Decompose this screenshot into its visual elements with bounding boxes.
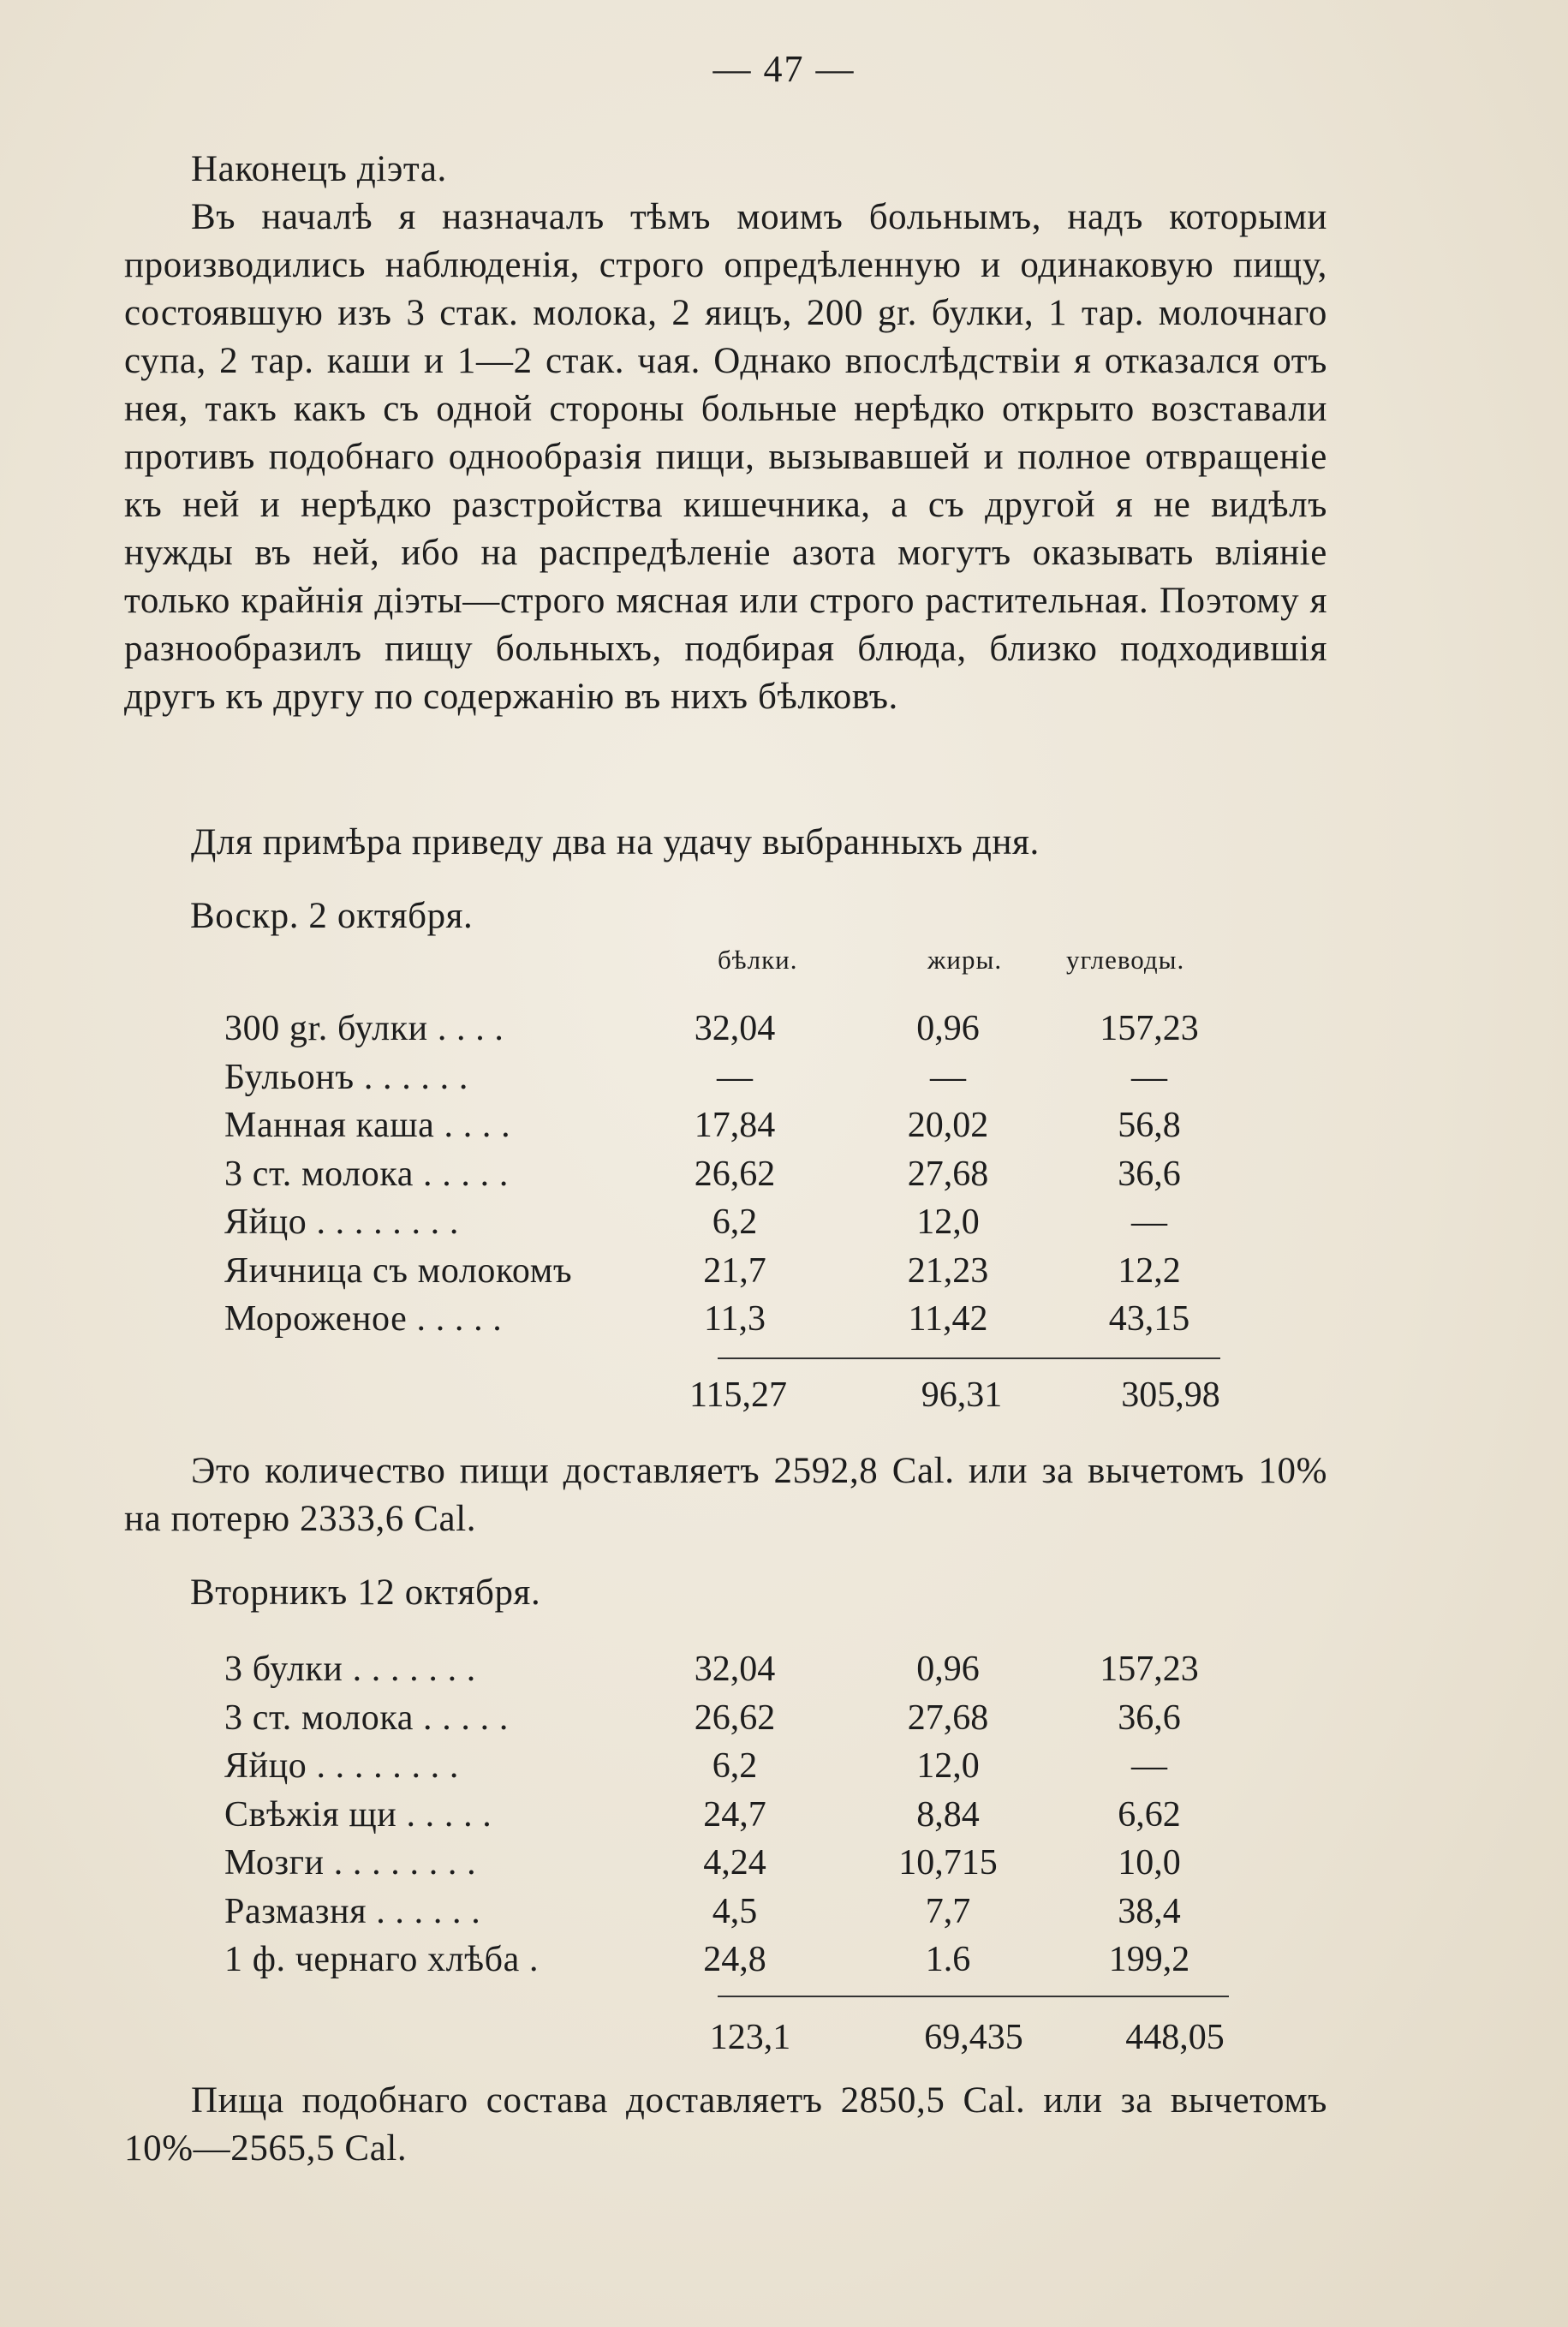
fat-value: 12,0 (916, 1202, 980, 1243)
carbs-value: 56,8 (1118, 1106, 1181, 1146)
paragraph-day1-calories: Это количество пищи доставляетъ 2592,8 Cal. или за вычетомъ 10% на потерю 2333,6 Cal. (124, 1451, 1327, 1539)
column-spacer (786, 1005, 897, 1053)
food-row (224, 1101, 1201, 1150)
carbs-value: 36,6 (1118, 1154, 1181, 1194)
fat-value: — (930, 1057, 966, 1097)
day2-table-body (224, 1645, 1201, 1984)
day2-total-protein: 123,1 (709, 2018, 791, 2057)
food-row (224, 1295, 1201, 1344)
food-row (224, 1791, 1201, 1840)
protein-value: 6,2 (712, 1202, 758, 1243)
column-spacer (999, 1295, 1098, 1344)
protein-value: 11,3 (704, 1299, 766, 1340)
food-row (224, 1247, 1201, 1296)
food-name: 3 ст. молока . . . . . (224, 1698, 509, 1738)
day2-heading: Вторникъ 12 октября. (190, 1572, 541, 1613)
food-row (224, 1888, 1201, 1936)
protein-value: 17,84 (694, 1106, 776, 1146)
carbs-value: 43,15 (1108, 1299, 1190, 1340)
food-row (224, 1198, 1201, 1247)
food-name: 3 ст. молока . . . . . (224, 1154, 509, 1194)
column-spacer (786, 1198, 897, 1247)
fat-value: 20,02 (907, 1106, 989, 1146)
column-header-protein: бѣлки. (718, 945, 798, 975)
day1-total-carbs: 305,98 (1121, 1375, 1220, 1415)
column-header-fat: жиры. (927, 945, 1003, 975)
food-name: 3 булки . . . . . . . (224, 1650, 476, 1690)
food-name: Свѣжія щи . . . . . (224, 1794, 492, 1835)
food-row (224, 1150, 1201, 1199)
food-row (224, 1005, 1201, 1053)
day1-table-body (224, 1005, 1201, 1344)
column-spacer (786, 1694, 897, 1743)
column-spacer (786, 1791, 897, 1840)
day1-food-table (224, 1005, 1201, 1344)
food-name: Бульонъ . . . . . . (224, 1057, 468, 1097)
day1-heading: Воскр. 2 октября. (190, 896, 474, 936)
day2-sum-rule (718, 1996, 1229, 1997)
fat-value: 27,68 (907, 1698, 989, 1738)
column-spacer (786, 1936, 897, 1984)
column-spacer (999, 1742, 1098, 1791)
carbs-value: — (1131, 1057, 1167, 1097)
food-name: Мороженое . . . . . (224, 1299, 503, 1340)
column-spacer (999, 1839, 1098, 1888)
protein-value: 26,62 (694, 1154, 776, 1194)
food-row (224, 1694, 1201, 1743)
column-spacer (786, 1888, 897, 1936)
fat-value: 10,715 (898, 1843, 998, 1883)
food-name: Размазня . . . . . . (224, 1891, 481, 1931)
carbs-value: 36,6 (1118, 1698, 1181, 1738)
paragraph-diet-description: Въ началѣ я назначалъ тѣмъ моимъ больнымъ, надъ которыми производились наблюденія, строго опредѣленную и одинаковую пищу, состоявшую изъ 3 стак. молока, 2 яицъ, 200 gr. булки, 1 тар. молочнаго супа, 2 тар. каши и 1—2 стак. чая. Однако впослѣдствіи я отказался отъ нея, такъ какъ съ одной стороны больные нерѣдко открыто возставали противъ подобнаго однообразія пищи, вызывавшей и полное отвращеніе къ ней и нерѣдко разстройства кишечника, а съ другой я не видѣлъ нужды въ ней, ибо на распредѣленіе азота могутъ оказывать вліяніе только крайнія діэты—строго мясная или строго растительная. Поэтому я разнообразилъ пищу больныхъ, подбирая блюда, близко подходившія другъ къ другу по содержанію въ нихъ бѣлковъ. (124, 197, 1327, 717)
fat-value: 27,68 (907, 1154, 989, 1194)
column-spacer (786, 1247, 897, 1296)
column-spacer (999, 1888, 1098, 1936)
day2-total-fat: 69,435 (924, 2018, 1023, 2057)
food-name: Яичница съ молокомъ (224, 1250, 573, 1291)
protein-value: 24,8 (703, 1940, 766, 1980)
carbs-value: — (1131, 1202, 1167, 1243)
protein-value: 24,7 (703, 1794, 766, 1835)
carbs-value: 12,2 (1118, 1250, 1181, 1291)
fat-value: 0,96 (916, 1009, 980, 1049)
column-spacer (786, 1101, 897, 1150)
carbs-value: — (1131, 1746, 1167, 1787)
column-header-carbs: углеводы. (1066, 945, 1185, 975)
column-spacer (999, 1936, 1098, 1984)
column-spacer (786, 1150, 897, 1199)
protein-value: 32,04 (694, 1009, 776, 1049)
fat-value: 11,42 (908, 1299, 988, 1340)
carbs-value: 10,0 (1118, 1843, 1181, 1883)
protein-value: 4,24 (703, 1843, 766, 1883)
fat-value: 1.6 (925, 1940, 971, 1980)
column-spacer (999, 1101, 1098, 1150)
food-row (224, 1839, 1201, 1888)
carbs-value: 38,4 (1118, 1891, 1181, 1931)
column-spacer (999, 1198, 1098, 1247)
food-row (224, 1742, 1201, 1791)
day2-food-table (224, 1645, 1201, 1984)
column-spacer (999, 1005, 1098, 1053)
column-spacer (786, 1839, 897, 1888)
carbs-value: 157,23 (1100, 1650, 1199, 1690)
fat-value: 7,7 (925, 1891, 971, 1931)
column-spacer (999, 1150, 1098, 1199)
food-row (224, 1936, 1201, 1984)
food-name: Манная каша . . . . (224, 1106, 511, 1146)
paragraph-day2-calories: Пища подобнаго состава доставляетъ 2850,5 Cal. или за вычетомъ 10%—2565,5 Cal. (124, 2080, 1327, 2169)
day2-total-carbs: 448,05 (1125, 2018, 1225, 2057)
page-number: — 47 — (712, 48, 856, 90)
fat-value: 0,96 (916, 1650, 980, 1690)
carbs-value: 6,62 (1118, 1794, 1181, 1835)
protein-value: — (717, 1057, 753, 1097)
food-name: Яйцо . . . . . . . . (224, 1746, 459, 1787)
fat-value: 8,84 (916, 1794, 980, 1835)
carbs-value: 157,23 (1100, 1009, 1199, 1049)
paragraph-example-intro: Для примѣра приведу два на удачу выбранныхъ дня. (191, 822, 1040, 862)
column-spacer (786, 1742, 897, 1791)
column-spacer (786, 1295, 897, 1344)
protein-value: 26,62 (694, 1698, 776, 1738)
food-name: Мозги . . . . . . . . (224, 1843, 477, 1883)
protein-value: 4,5 (712, 1891, 758, 1931)
day1-total-protein: 115,27 (689, 1375, 787, 1415)
food-row (224, 1645, 1201, 1694)
protein-value: 21,7 (703, 1250, 766, 1291)
fat-value: 21,23 (907, 1250, 989, 1291)
day1-total-fat: 96,31 (921, 1375, 1003, 1415)
column-spacer (999, 1645, 1098, 1694)
column-spacer (999, 1791, 1098, 1840)
protein-value: 6,2 (712, 1746, 758, 1787)
column-spacer (786, 1645, 897, 1694)
column-spacer (786, 1053, 897, 1102)
column-spacer (999, 1053, 1098, 1102)
food-name: 1 ф. чернаго хлѣба . (224, 1940, 540, 1980)
fat-value: 12,0 (916, 1746, 980, 1787)
paragraph-diet-intro: Наконецъ діэта. (191, 149, 447, 189)
food-name: 300 gr. булки . . . . (224, 1009, 504, 1049)
food-name: Яйцо . . . . . . . . (224, 1202, 459, 1243)
carbs-value: 199,2 (1108, 1940, 1190, 1980)
column-spacer (999, 1247, 1098, 1296)
day1-sum-rule (718, 1357, 1220, 1359)
protein-value: 32,04 (694, 1650, 776, 1690)
column-spacer (999, 1694, 1098, 1743)
food-row (224, 1053, 1201, 1102)
